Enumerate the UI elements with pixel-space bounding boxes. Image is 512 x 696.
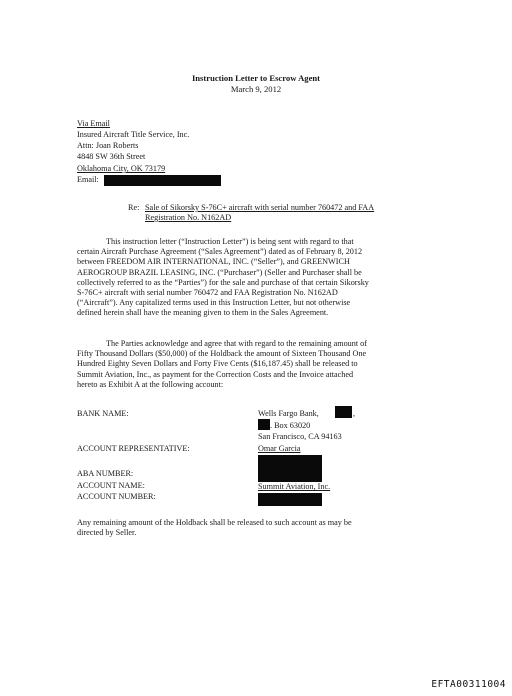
- bank-city-line: San Francisco, CA 94163: [258, 432, 342, 441]
- bank-name-comma: ,: [353, 409, 356, 418]
- paragraph-line: This instruction letter (“Instruction Letter”) is being sent with regard to that: [106, 237, 354, 246]
- document-id: EFTA00311004: [431, 679, 506, 690]
- paragraph-line: directed by Seller.: [77, 528, 137, 538]
- email-label: Email:: [77, 175, 99, 184]
- letter-date: March 9, 2012: [230, 84, 282, 94]
- re-line-2: Registration No. N162AD: [145, 213, 232, 222]
- paragraph-line: Hundred Eighty Seven Dollars and Forty Five Cents ($16,187.45) shall be released to: [77, 359, 358, 369]
- bank-name-value: Wells Fargo Bank,: [258, 409, 319, 418]
- account-number-label: ACCOUNT NUMBER:: [77, 492, 156, 501]
- paragraph-line: certain Aircraft Purchase Agreement (“Sales Agreement”) dated as of February 8, 2012: [77, 247, 363, 257]
- recipient-city: Oklahoma City, OK 73179: [77, 164, 166, 173]
- account-rep-value: Omar Garcia: [258, 444, 301, 453]
- paragraph-line: Fifty Thousand Dollars ($50,000) of the Holdback the amount of Sixteen Thousand One: [77, 349, 367, 359]
- recipient-company: Insured Aircraft Title Service, Inc.: [77, 130, 190, 139]
- paragraph-line: AEROGROUP BRAZIL LEASING, INC. (“Purchaser”) (Seller and Purchaser shall be: [77, 267, 362, 277]
- paragraph-holdback: [77, 339, 367, 390]
- account-name-label: ACCOUNT NAME:: [77, 481, 145, 490]
- redaction-aba: [258, 455, 322, 482]
- recipient-street: 4848 SW 36th Street: [77, 152, 146, 161]
- via-email: Via Email: [77, 119, 110, 128]
- bank-name-label: BANK NAME:: [77, 409, 129, 418]
- letter-title: Instruction Letter to Escrow Agent: [191, 73, 321, 83]
- paragraph-line: The Parties acknowledge and agree that with regard to the remaining amount of: [106, 339, 367, 348]
- redaction-email: [104, 175, 221, 186]
- recipient-attn: Attn: Joan Roberts: [77, 141, 139, 150]
- paragraph-line: between FREEDOM AIR INTERNATIONAL, INC. (“Seller”), and GREENWICH: [77, 257, 350, 267]
- redaction-account-number: [258, 493, 322, 506]
- bank-address-line: . Box 63020: [270, 421, 311, 430]
- paragraph-line: Summit Aviation, Inc., as payment for the Correction Costs and the Invoice attached: [77, 369, 354, 379]
- paragraph-closing: [77, 518, 352, 538]
- paragraph-line: defined herein shall have the meaning given to them in the Sales Agreement.: [77, 308, 329, 318]
- paragraph-line: S-76C+ aircraft with serial number 760472 and FAA Registration No. N162AD: [77, 288, 338, 298]
- paragraph-line: Any remaining amount of the Holdback shall be released to such account as may be: [77, 518, 352, 527]
- re-line-1: Sale of Sikorsky S-76C+ aircraft with serial number 760472 and FAA: [145, 203, 375, 212]
- paragraph-line: (“Aircraft”). Any capitalized terms used in this Instruction Letter, but not otherwise: [77, 298, 351, 308]
- account-name-value: Summit Aviation, Inc.: [258, 482, 331, 491]
- paragraph-line: hereto as Exhibit A at the following account:: [77, 379, 224, 389]
- redaction-po-box: [258, 419, 270, 430]
- account-rep-label: ACCOUNT REPRESENTATIVE:: [77, 444, 190, 453]
- re-label: Re:: [128, 203, 140, 212]
- redaction-bank-name: [335, 406, 352, 418]
- paragraph-line: collectively referred to as the “Parties”) for the sale and purchase of that certain Sikorsky: [77, 277, 369, 287]
- paragraph-instruction: [77, 237, 369, 319]
- aba-number-label: ABA NUMBER:: [77, 469, 134, 478]
